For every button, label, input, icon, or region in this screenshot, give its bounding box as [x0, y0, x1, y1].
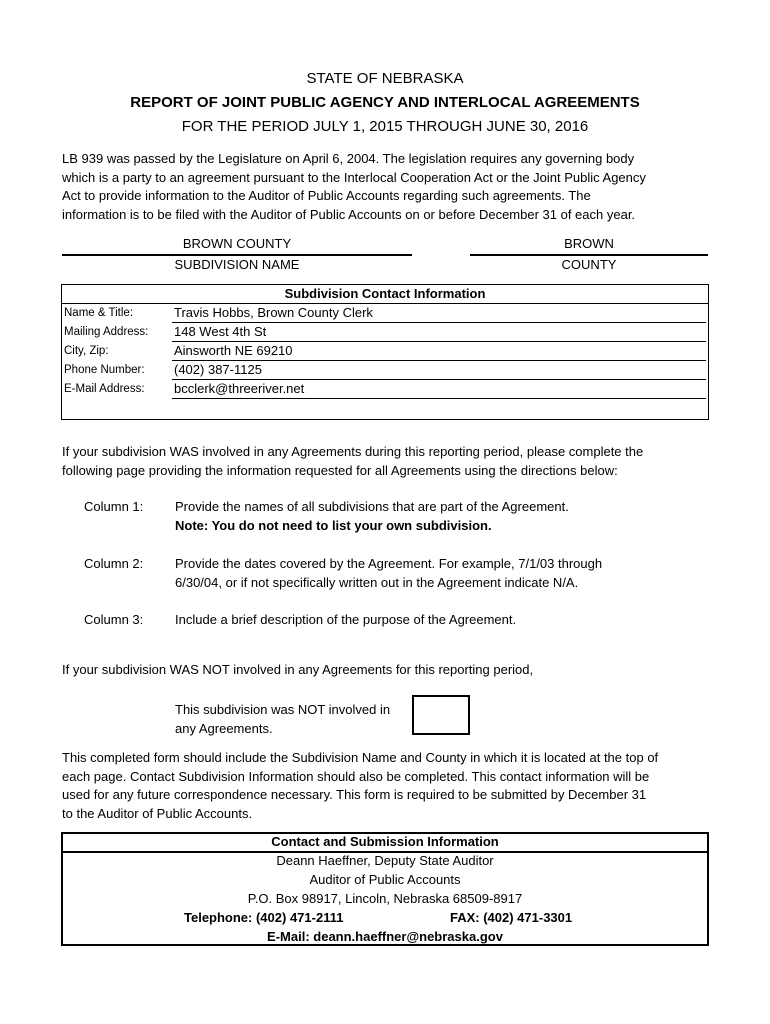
not-involved-line: This subdivision was NOT involved in [175, 702, 391, 717]
contact-title-rule [62, 303, 708, 304]
column-3-directions [175, 611, 695, 630]
email-address-field[interactable]: bcclerk@threeriver.net [174, 381, 305, 396]
state-heading: STATE OF NEBRASKA [306, 70, 464, 87]
subdivision-name-field[interactable]: BROWN COUNTY [182, 236, 292, 251]
intro-line: which is a party to an agreement pursuant to the Interlocal Cooperation Act or the Joint Public Agency [62, 169, 646, 185]
completed-form-paragraph [62, 749, 732, 823]
mailing-address-underline [172, 341, 706, 342]
name-title-label: Name & Title: [64, 307, 134, 319]
completed-line: each page. Contact Subdivision Information should also be completed. This contact information will be [62, 768, 650, 784]
intro-line: LB 939 was passed by the Legislature on April 6, 2004. The legislation requires any governing body [62, 151, 635, 166]
column-2-text: 6/30/04, or if not specifically written out in the Agreement indicate N/A. [175, 574, 579, 590]
not-involved-intro: If your subdivision WAS NOT involved in any Agreements for this reporting period, [62, 662, 534, 677]
contact-info-box [61, 284, 709, 420]
was-involved-paragraph [62, 443, 722, 480]
phone-number-field[interactable]: (402) 387-1125 [174, 362, 262, 377]
completed-line: This completed form should include the Subdivision Name and County in which it is located at the top of [62, 750, 659, 765]
column-1-note: Note: You do not need to list your own subdivision. [175, 517, 492, 533]
phone-number-label: Phone Number: [64, 364, 145, 376]
auditor-fax: FAX: (402) 471-3301 [450, 910, 573, 925]
auditor-email[interactable]: E-Mail: deann.haeffner@nebraska.gov [267, 929, 503, 944]
column-1-label: Column 1: [84, 499, 144, 514]
intro-line: information is to be filed with the Auditor of Public Accounts on or before December 31 of each year. [62, 206, 636, 222]
column-3-label: Column 3: [84, 612, 144, 627]
was-involved-line: If your subdivision WAS involved in any Agreements during this reporting period, please complete the [62, 444, 644, 459]
auditor-name: Deann Haeffner, Deputy State Auditor [276, 853, 494, 868]
auditor-telephone: Telephone: (402) 471-2111 [184, 910, 344, 925]
completed-line: to the Auditor of Public Accounts. [62, 805, 253, 821]
name-title-field[interactable]: Travis Hobbs, Brown County Clerk [174, 305, 373, 320]
name-title-underline [172, 322, 706, 323]
completed-line: used for any future correspondence necessary. This form is required to be submitted by December 31 [62, 787, 647, 802]
report-period: FOR THE PERIOD JULY 1, 2015 THROUGH JUNE 30, 2016 [181, 118, 589, 135]
phone-number-underline [172, 379, 706, 380]
column-2-label: Column 2: [84, 556, 144, 571]
intro-paragraph [62, 150, 712, 224]
column-1-text: Provide the names of all subdivisions that are part of the Agreement. [175, 499, 569, 514]
county-underline [470, 254, 708, 256]
auditor-address: P.O. Box 98917, Lincoln, Nebraska 68509-8917 [247, 891, 523, 906]
subdivision-name-label: SUBDIVISION NAME [174, 257, 300, 272]
auditor-office: Auditor of Public Accounts [309, 872, 461, 887]
was-involved-line: following page providing the information requested for all Agreements using the directions below: [62, 462, 618, 478]
submission-info-title: Contact and Submission Information [271, 834, 499, 849]
city-zip-field[interactable]: Ainsworth NE 69210 [174, 343, 293, 358]
not-involved-statement [175, 701, 410, 738]
email-address-underline [172, 398, 706, 399]
report-title: REPORT OF JOINT PUBLIC AGENCY AND INTERLOCAL AGREEMENTS [130, 94, 640, 111]
not-involved-checkbox[interactable] [412, 695, 470, 735]
county-label: COUNTY [561, 257, 617, 272]
column-3-text: Include a brief description of the purpose of the Agreement. [175, 612, 517, 627]
column-1-directions [175, 498, 695, 535]
mailing-address-field[interactable]: 148 West 4th St [174, 324, 267, 339]
not-involved-line: any Agreements. [175, 720, 273, 736]
column-2-directions [175, 555, 695, 592]
column-2-text: Provide the dates covered by the Agreement. For example, 7/1/03 through [175, 556, 603, 571]
email-address-label: E-Mail Address: [64, 383, 145, 395]
intro-line: Act to provide information to the Auditor of Public Accounts regarding such agreements. The [62, 188, 591, 203]
subdivision-name-underline [62, 254, 412, 256]
contact-info-title: Subdivision Contact Information [284, 286, 486, 301]
city-zip-label: City, Zip: [64, 345, 109, 357]
mailing-address-label: Mailing Address: [64, 326, 149, 338]
city-zip-underline [172, 360, 706, 361]
county-field[interactable]: BROWN [564, 236, 614, 251]
